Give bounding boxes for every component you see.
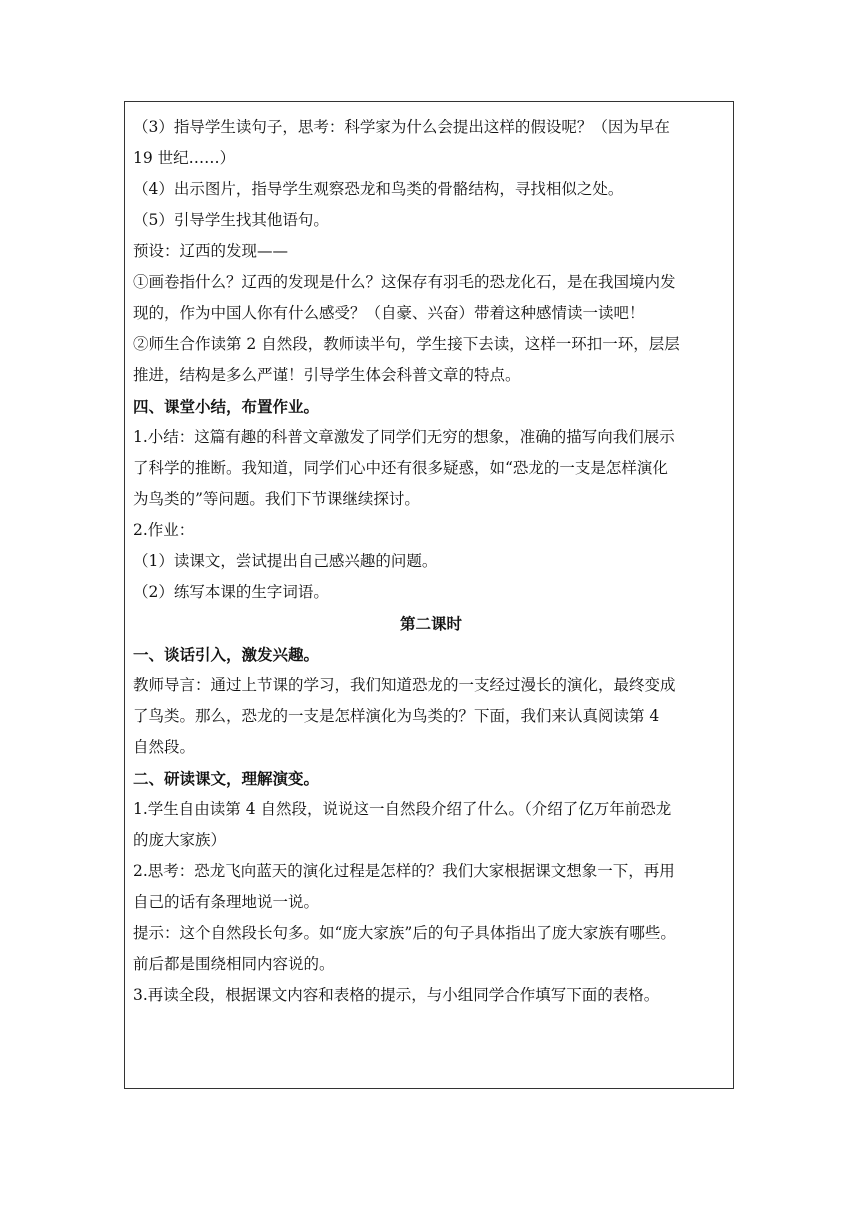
- text-line: 的庞大家族）: [133, 831, 227, 849]
- section-heading: 四、课堂小结，布置作业。: [133, 397, 320, 416]
- text-line: 前后都是围绕相同内容说的。: [133, 955, 335, 973]
- text-line: 2.思考：恐龙飞向蓝天的演化过程是怎样的？我们大家根据课文想象一下，再用: [133, 862, 675, 880]
- text-line: ①画卷指什么？辽西的发现是什么？这保存有羽毛的恐龙化石，是在我国境内发: [133, 273, 676, 291]
- text-line: 教师导言：通过上节课的学习，我们知道恐龙的一支经过漫长的演化，最终变成: [133, 676, 676, 694]
- text-line: 现的，作为中国人你有什么感受？（自豪、兴奋）带着这种感情读一读吧！: [133, 304, 645, 322]
- text-line: ②师生合作读第 2 自然段，教师读半句，学生接下去读，这样一环扣一环，层层: [133, 335, 680, 353]
- text-line: 了科学的推断。我知道，同学们心中还有很多疑惑，如“恐龙的一支是怎样演化: [133, 459, 668, 477]
- text-line: 19 世纪……）: [133, 149, 236, 167]
- text-line: 1.小结：这篇有趣的科普文章激发了同学们无穷的想象，准确的描写向我们展示: [133, 428, 675, 446]
- text-line: 2.作业：: [133, 521, 195, 539]
- text-line: （3）指导学生读句子，思考：科学家为什么会提出这样的假设呢？（因为早在: [133, 118, 670, 136]
- text-line: 提示：这个自然段长句多。如“庞大家族”后的句子具体指出了庞大家族有哪些。: [133, 924, 676, 942]
- text-line: 了鸟类。那么，恐龙的一支是怎样演化为鸟类的？下面，我们来认真阅读第 4: [133, 707, 660, 725]
- section-heading: 二、研读课文，理解演变。: [133, 769, 320, 788]
- text-line: 推进，结构是多么严谨！引导学生体会科普文章的特点。: [133, 366, 521, 384]
- section-heading: 一、谈话引入，激发兴趣。: [133, 645, 320, 664]
- text-line: （2）练写本课的生字词语。: [133, 583, 329, 601]
- text-line: 自然段。: [133, 738, 196, 756]
- section-heading: 第二课时: [399, 614, 462, 633]
- text-line: 3.再读全段，根据课文内容和表格的提示，与小组同学合作填写下面的表格。: [133, 986, 660, 1004]
- lesson-content: [133, 112, 729, 1011]
- text-line: 自己的话有条理地说一说。: [133, 893, 320, 911]
- text-line: （1）读课文，尝试提出自己感兴趣的问题。: [133, 552, 438, 570]
- text-line: 预设：辽西的发现——: [133, 242, 289, 260]
- text-line: 为鸟类的”等问题。我们下节课继续探讨。: [133, 490, 420, 508]
- text-line: 1.学生自由读第 4 自然段，说说这一自然段介绍了什么。（介绍了亿万年前恐龙: [133, 800, 672, 818]
- text-line: （5）引导学生找其他语句。: [133, 211, 329, 229]
- text-line: （4）出示图片，指导学生观察恐龙和鸟类的骨骼结构，寻找相似之处。: [133, 180, 624, 198]
- lesson-plan-table-cell: [124, 101, 734, 1089]
